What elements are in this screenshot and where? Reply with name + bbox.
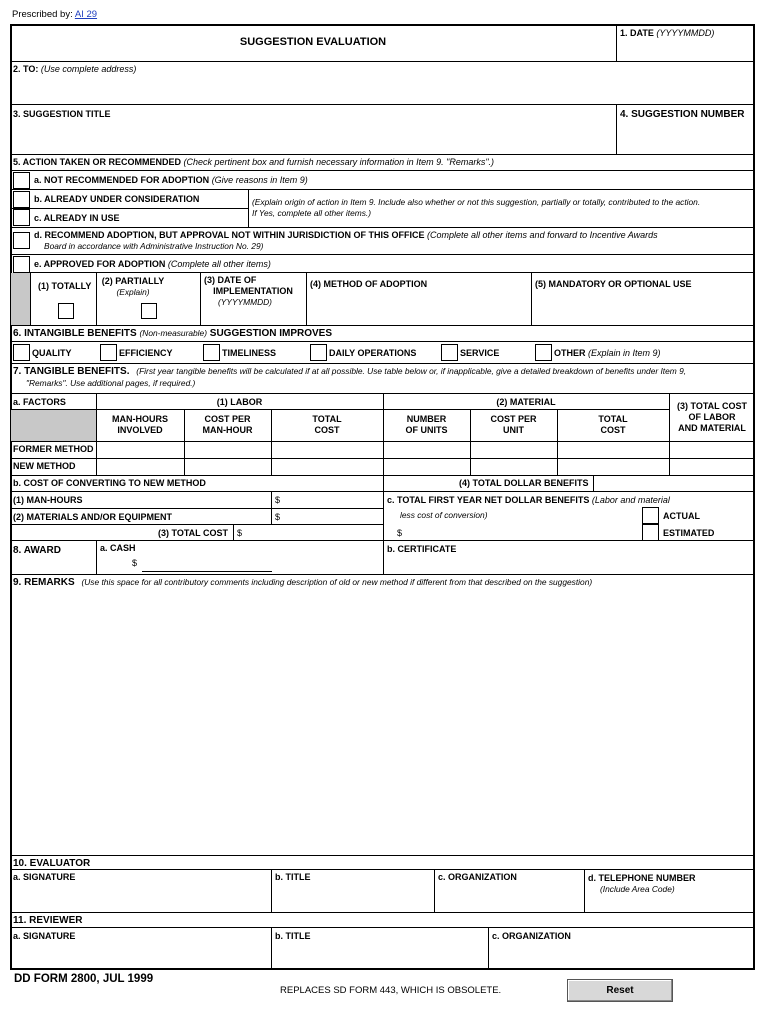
- daily-operations-label: DAILY OPERATIONS: [329, 348, 417, 358]
- tangible-label: 7. TANGIBLE BENEFITS. (First year tangible benefits will be calculated if at all possible. Use table below or, if inapplicable, give a detailed breakdown of benefits under Item 9,: [13, 366, 687, 377]
- actual-checkbox[interactable]: [642, 507, 659, 524]
- reset-button[interactable]: Reset: [567, 979, 673, 1002]
- cash-dollar: $: [132, 558, 138, 568]
- total-cost-header-3: AND MATERIAL: [678, 423, 746, 433]
- suggestion-title-label: 3. SUGGESTION TITLE: [13, 109, 111, 119]
- evaluator-phone-label: d. TELEPHONE NUMBER: [588, 873, 696, 883]
- under-consideration-checkbox[interactable]: [13, 191, 30, 208]
- man-hours-label: (1) MAN-HOURS: [13, 495, 83, 505]
- material-total-header: TOTAL COST: [598, 414, 628, 435]
- cpu-header: COST PER UNIT: [490, 414, 537, 435]
- partially-label: (2) PARTIALLY: [101, 276, 165, 286]
- total-dollar-field[interactable]: [595, 476, 753, 490]
- recommend-adoption-checkbox[interactable]: [13, 232, 30, 249]
- form-id: DD FORM 2800, JUL 1999: [14, 973, 154, 985]
- to-address-field[interactable]: [13, 76, 751, 102]
- evaluator-signature-field[interactable]: [13, 884, 268, 910]
- factors-gray: [11, 410, 96, 441]
- net-benefits-hint: less cost of conversion): [400, 510, 488, 520]
- action-label: 5. ACTION TAKEN OR RECOMMENDED (Check pertinent box and furnish necessary information in Item 9. "Remarks".): [13, 157, 495, 167]
- total-cost-dollar: $: [237, 528, 243, 538]
- evaluator-signature-label: a. SIGNATURE: [13, 872, 76, 882]
- method-label: (4) METHOD OF ADOPTION: [310, 279, 428, 289]
- suggestion-number-label: 4. SUGGESTION NUMBER: [620, 109, 745, 120]
- net-benefits-field[interactable]: [406, 524, 636, 539]
- date-impl-hint: (YYYYMMDD): [218, 297, 272, 307]
- cpmh-header: COST PER MAN-HOUR: [202, 414, 253, 435]
- estimated-label: ESTIMATED: [663, 528, 715, 538]
- gray-spacer: [11, 273, 30, 325]
- suggestion-number-field[interactable]: [620, 122, 750, 152]
- total-dollar-label: (4) TOTAL DOLLAR BENEFITS: [459, 478, 589, 488]
- efficiency-checkbox[interactable]: [100, 344, 117, 361]
- quality-label: QUALITY: [32, 348, 72, 358]
- quality-checkbox[interactable]: [13, 344, 30, 361]
- daily-operations-checkbox[interactable]: [310, 344, 327, 361]
- reviewer-signature-field[interactable]: [13, 943, 268, 967]
- materials-field[interactable]: [283, 509, 381, 524]
- tangible-hint2: "Remarks". Use additional pages, if required.): [26, 378, 196, 388]
- already-in-use-label: c. ALREADY IN USE: [34, 213, 120, 223]
- converting-label: b. COST OF CONVERTING TO NEW METHOD: [13, 478, 206, 488]
- approved-adoption-label: e. APPROVED FOR ADOPTION (Complete all other items): [34, 259, 271, 269]
- evaluator-title-label: b. TITLE: [275, 872, 311, 882]
- date-impl-label-2: IMPLEMENTATION: [213, 286, 293, 296]
- prescribed-link[interactable]: AI 29: [74, 9, 98, 20]
- evaluator-org-field[interactable]: [438, 884, 581, 910]
- materials-label: (2) MATERIALS AND/OR EQUIPMENT: [13, 512, 172, 522]
- mandatory-field[interactable]: [535, 292, 751, 322]
- other-label: OTHER (Explain in Item 9): [554, 348, 661, 358]
- bc-note-line2: If Yes, complete all other items.): [252, 208, 372, 218]
- evaluator-title-field[interactable]: [275, 884, 431, 910]
- date-field[interactable]: [620, 40, 750, 58]
- evaluator-phone-hint: (Include Area Code): [600, 884, 675, 894]
- total-cost-header-2: OF LABOR: [688, 412, 736, 422]
- timeliness-checkbox[interactable]: [203, 344, 220, 361]
- former-method-label: FORMER METHOD: [13, 444, 94, 454]
- award-label: 8. AWARD: [13, 545, 61, 556]
- replaces-note: REPLACES SD FORM 443, WHICH IS OBSOLETE.: [280, 985, 502, 996]
- cash-field[interactable]: [142, 555, 272, 572]
- already-in-use-checkbox[interactable]: [13, 209, 30, 226]
- suggestion-title-field[interactable]: [13, 122, 613, 152]
- efficiency-label: EFFICIENCY: [119, 348, 173, 358]
- reviewer-org-field[interactable]: [492, 943, 751, 967]
- intangible-label: 6. INTANGIBLE BENEFITS (Non-measurable) SUGGESTION IMPROVES: [13, 328, 333, 339]
- evaluator-org-label: c. ORGANIZATION: [438, 872, 517, 882]
- timeliness-label: TIMELINESS: [222, 348, 277, 358]
- evaluator-label: 10. EVALUATOR: [13, 858, 91, 869]
- materials-dollar: $: [275, 512, 281, 522]
- labor-total-header: TOTAL COST: [312, 414, 342, 435]
- recommend-adoption-label: d. RECOMMEND ADOPTION, BUT APPROVAL NOT WITHIN JURISDICTION OF THIS OFFICE (Complete all other items and forward to Incentive Awards: [34, 230, 658, 240]
- prescribed-by: Prescribed by: AI 29: [12, 9, 98, 20]
- not-recommended-checkbox[interactable]: [13, 172, 30, 189]
- total-cost-header-1: (3) TOTAL COST: [676, 401, 747, 411]
- total-cost-field[interactable]: [245, 525, 381, 539]
- totally-checkbox[interactable]: [58, 303, 74, 319]
- date-label: 1. DATE (YYYYMMDD): [620, 28, 715, 38]
- service-checkbox[interactable]: [441, 344, 458, 361]
- cash-label: a. CASH: [100, 543, 136, 553]
- date-impl-field[interactable]: [203, 309, 303, 323]
- man-hours-field[interactable]: [283, 492, 381, 507]
- mh-header: MAN-HOURS INVOLVED: [112, 414, 168, 435]
- service-label: SERVICE: [460, 348, 500, 358]
- date-impl-label-1: (3) DATE OF: [204, 275, 257, 285]
- net-benefits-dollar: $: [397, 528, 403, 538]
- remarks-label: 9. REMARKS (Use this space for all contributory comments including description of old or new method if different from that described on the suggestion): [13, 577, 593, 588]
- certificate-field[interactable]: [387, 556, 751, 572]
- reviewer-signature-label: a. SIGNATURE: [13, 931, 76, 941]
- reviewer-label: 11. REVIEWER: [13, 915, 83, 926]
- remarks-field[interactable]: [13, 592, 751, 852]
- certificate-label: b. CERTIFICATE: [387, 544, 457, 554]
- net-benefits-label: c. TOTAL FIRST YEAR NET DOLLAR BENEFITS (Labor and material: [387, 495, 670, 505]
- man-hours-dollar: $: [275, 495, 281, 505]
- reviewer-title-label: b. TITLE: [275, 931, 311, 941]
- actual-label: ACTUAL: [663, 511, 700, 521]
- former-method-row[interactable]: [97, 442, 754, 457]
- mandatory-label: (5) MANDATORY OR OPTIONAL USE: [535, 279, 692, 289]
- estimated-checkbox[interactable]: [642, 524, 659, 541]
- new-method-row[interactable]: [97, 459, 754, 474]
- not-recommended-label: a. NOT RECOMMENDED FOR ADOPTION (Give reasons in Item 9): [34, 175, 308, 185]
- units-header: NUMBER OF UNITS: [405, 414, 448, 435]
- new-method-label: NEW METHOD: [13, 461, 76, 471]
- total-cost-label: (3) TOTAL COST: [158, 528, 229, 538]
- bc-note-line1: (Explain origin of action in Item 9. Include also whether or not this suggestion, partially or totally, contributed to the action.: [252, 197, 701, 207]
- material-label: (2) MATERIAL: [496, 397, 556, 407]
- reviewer-title-field[interactable]: [275, 943, 485, 967]
- evaluator-phone-field[interactable]: [588, 896, 751, 910]
- labor-label: (1) LABOR: [216, 397, 263, 407]
- form-title: SUGGESTION EVALUATION: [239, 36, 387, 48]
- partially-hint: (Explain): [116, 287, 150, 297]
- other-checkbox[interactable]: [535, 344, 552, 361]
- reviewer-org-label: c. ORGANIZATION: [492, 931, 571, 941]
- totally-label: (1) TOTALLY: [38, 281, 92, 291]
- recommend-adoption-hint: Board in accordance with Administrative Instruction No. 29): [44, 241, 264, 251]
- approved-adoption-checkbox[interactable]: [13, 256, 30, 273]
- under-consideration-label: b. ALREADY UNDER CONSIDERATION: [34, 194, 200, 204]
- to-label: 2. TO: (Use complete address): [13, 64, 137, 74]
- factors-label: a. FACTORS: [13, 397, 66, 407]
- method-field[interactable]: [310, 292, 528, 322]
- partially-checkbox[interactable]: [141, 303, 157, 319]
